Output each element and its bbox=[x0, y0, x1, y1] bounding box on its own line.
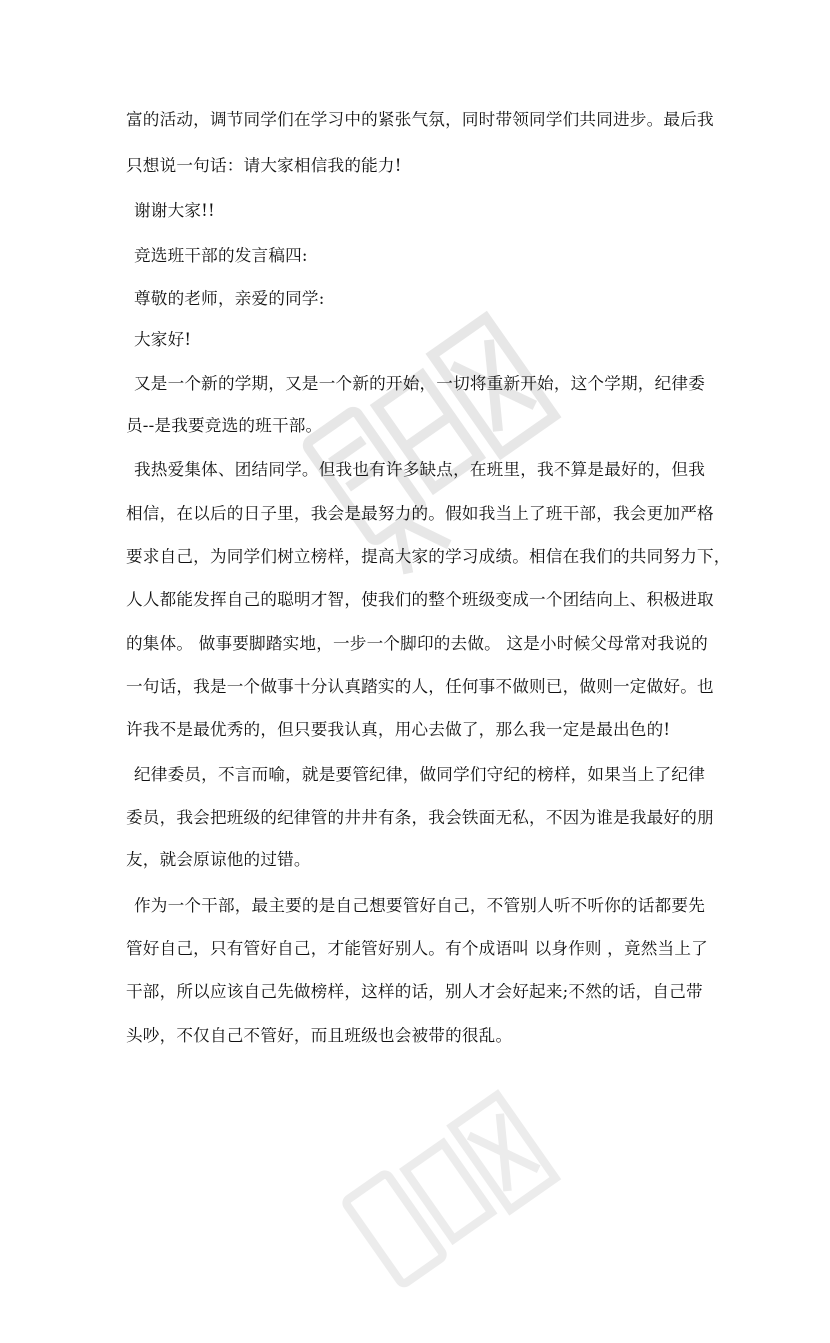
text-line: 委员，我会把班级的纪律管的井井有条，我会铁面无私，不因为谁是我最好的朋 bbox=[126, 808, 714, 827]
text-line: 许我不是最优秀的，但只要我认真，用心去做了，那么我一定是最出色的! bbox=[126, 720, 671, 739]
text-line: 干部，所以应该自己先做榜样，这样的话，别人才会好起来;不然的话，自己带 bbox=[126, 982, 703, 1001]
watermark-logo-bottom bbox=[297, 1037, 603, 1343]
text-line: 相信，在以后的日子里，我会是最努力的。假如我当上了班干部，我会更加严格 bbox=[126, 504, 714, 523]
text-line: 人人都能发挥自己的聪明才智，使我们的整个班级变成一个团结向上、积极进取 bbox=[126, 590, 714, 609]
text-line: 只想说一句话：请大家相信我的能力! bbox=[126, 156, 402, 175]
text-line: 管好自己，只有管好自己，才能管好别人。有个成语叫 以身作则 ，竟然当上了 bbox=[126, 939, 708, 958]
text-line: 竞选班干部的发言稿四: bbox=[134, 246, 308, 265]
text-line: 大家好! bbox=[134, 330, 192, 349]
text-line: 员--是我要竞选的班干部。 bbox=[126, 416, 323, 435]
text-line: 要求自己，为同学们树立榜样，提高大家的学习成绩。相信在我们的共同努力下， bbox=[126, 547, 731, 566]
text-line: 尊敬的老师，亲爱的同学: bbox=[134, 289, 325, 308]
text-line: 友，就会原谅他的过错。 bbox=[126, 850, 311, 869]
text-line: 谢谢大家!! bbox=[134, 201, 215, 220]
text-line: 又是一个新的学期，又是一个新的开始，一切将重新开始，这个学期，纪律委 bbox=[134, 374, 705, 393]
text-line: 纪律委员，不言而喻，就是要管纪律，做同学们守纪的榜样，如果当上了纪律 bbox=[134, 765, 705, 784]
text-line: 的集体。 做事要脚踏实地，一步一个脚印的去做。 这是小时候父母常对我说的 bbox=[126, 634, 708, 653]
text-line: 富的活动，调节同学们在学习中的紧张气氛，同时带领同学们共同进步。最后我 bbox=[126, 110, 714, 129]
text-line: 我热爱集体、团结同学。但我也有许多缺点，在班里，我不算是最好的，但我 bbox=[134, 460, 705, 479]
text-line: 一句话，我是一个做事十分认真踏实的人，任何事不做则已，做则一定做好。也 bbox=[126, 677, 714, 696]
text-line: 作为一个干部，最主要的是自己想要管好自己，不管别人听不听你的话都要先 bbox=[134, 896, 705, 915]
text-line: 头吵，不仅自己不管好，而且班级也会被带的很乱。 bbox=[126, 1026, 513, 1045]
